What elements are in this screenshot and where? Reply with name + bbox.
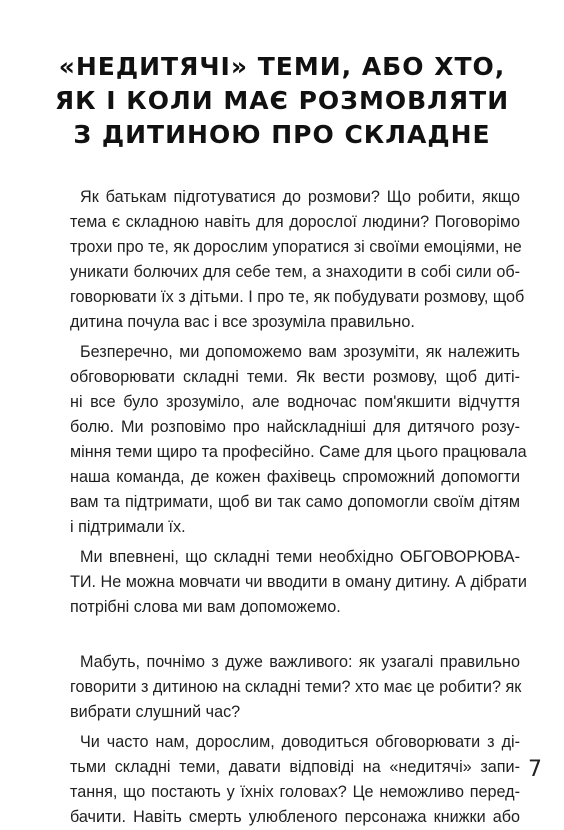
text-line: бачити. Навіть смерть улюбленого персонажа книжки або (70, 808, 520, 826)
chapter-title-line-1: «НЕДИТЯЧІ» ТЕМИ, АБО ХТО, (58, 52, 506, 81)
chapter-title-line-2: ЯК І КОЛИ МАЄ РОЗМОВЛЯТИ (54, 86, 510, 115)
paragraph-1 (70, 185, 525, 335)
chapter-title (0, 50, 564, 152)
paragraph-5 (70, 730, 520, 830)
text-line: тання, що постають у їхніх головах? Це неможливо перед- (70, 783, 520, 801)
text-line: дитина почула вас і все зрозуміла правильно. (70, 313, 415, 331)
text-line: Ми впевнені, що складні теми необхідно ОБГОВОРЮВА- (80, 548, 520, 566)
text-line: уникати болючих для себе тем, а знаходити в собі сили об- (70, 263, 520, 281)
text-line: трохи про те, як дорослим упоратися зі своїми емоціями, не (70, 238, 522, 256)
text-line: наша команда, де кожен фахівець спроможний допомогти (70, 468, 520, 486)
text-line: тема є складною навіть для дорослої людини? Поговорімо (70, 213, 520, 231)
text-line: тьми складні теми, давати відповіді на «недитячі» запи- (70, 758, 520, 776)
text-line: вам та підтримати, щоб ви так само допомогли своїм дітям (70, 493, 520, 511)
text-line: говорювати їх з дітьми. І про те, як побудувати розмову, щоб (70, 288, 525, 306)
paragraph-3 (70, 545, 527, 620)
text-line: Безперечно, ми допоможемо вам зрозуміти, як належить (80, 343, 520, 361)
text-line: обговорювати складні теми. Як вести розмову, щоб диті- (70, 368, 520, 386)
text-line: і підтримали їх. (70, 518, 186, 536)
page-number: 7 (528, 757, 542, 782)
chapter-title-line-3: З ДИТИНОЮ ПРО СКЛАДНЕ (73, 120, 491, 149)
text-line: потрібні слова ми вам допоможемо. (70, 598, 341, 616)
paragraph-2 (70, 340, 527, 540)
text-line: ТИ. Не можна мовчати чи вводити в оману дитину. А дібрати (70, 573, 527, 591)
text-line: болю. Ми розповімо про найскладніші для дитячого розу- (70, 418, 520, 436)
text-line: міння теми щиро та професійно. Саме для цього працювала (70, 443, 527, 461)
text-line: Чи часто нам, дорослим, доводиться обговорювати з ді- (80, 733, 520, 751)
text-line: вибрати слушний час? (70, 703, 241, 721)
text-line: говорити з дитиною на складні теми? хто має це робити? як (70, 678, 522, 696)
text-line: ні все було зрозуміло, але водночас пом'якшити відчуття (70, 393, 520, 411)
text-line: Як батькам підготуватися до розмови? Що робити, якщо (80, 188, 520, 206)
text-line: Мабуть, почнімо з дуже важливого: як узагалі правильно (80, 653, 520, 671)
body-text (70, 185, 527, 830)
paragraph-4 (70, 650, 520, 725)
